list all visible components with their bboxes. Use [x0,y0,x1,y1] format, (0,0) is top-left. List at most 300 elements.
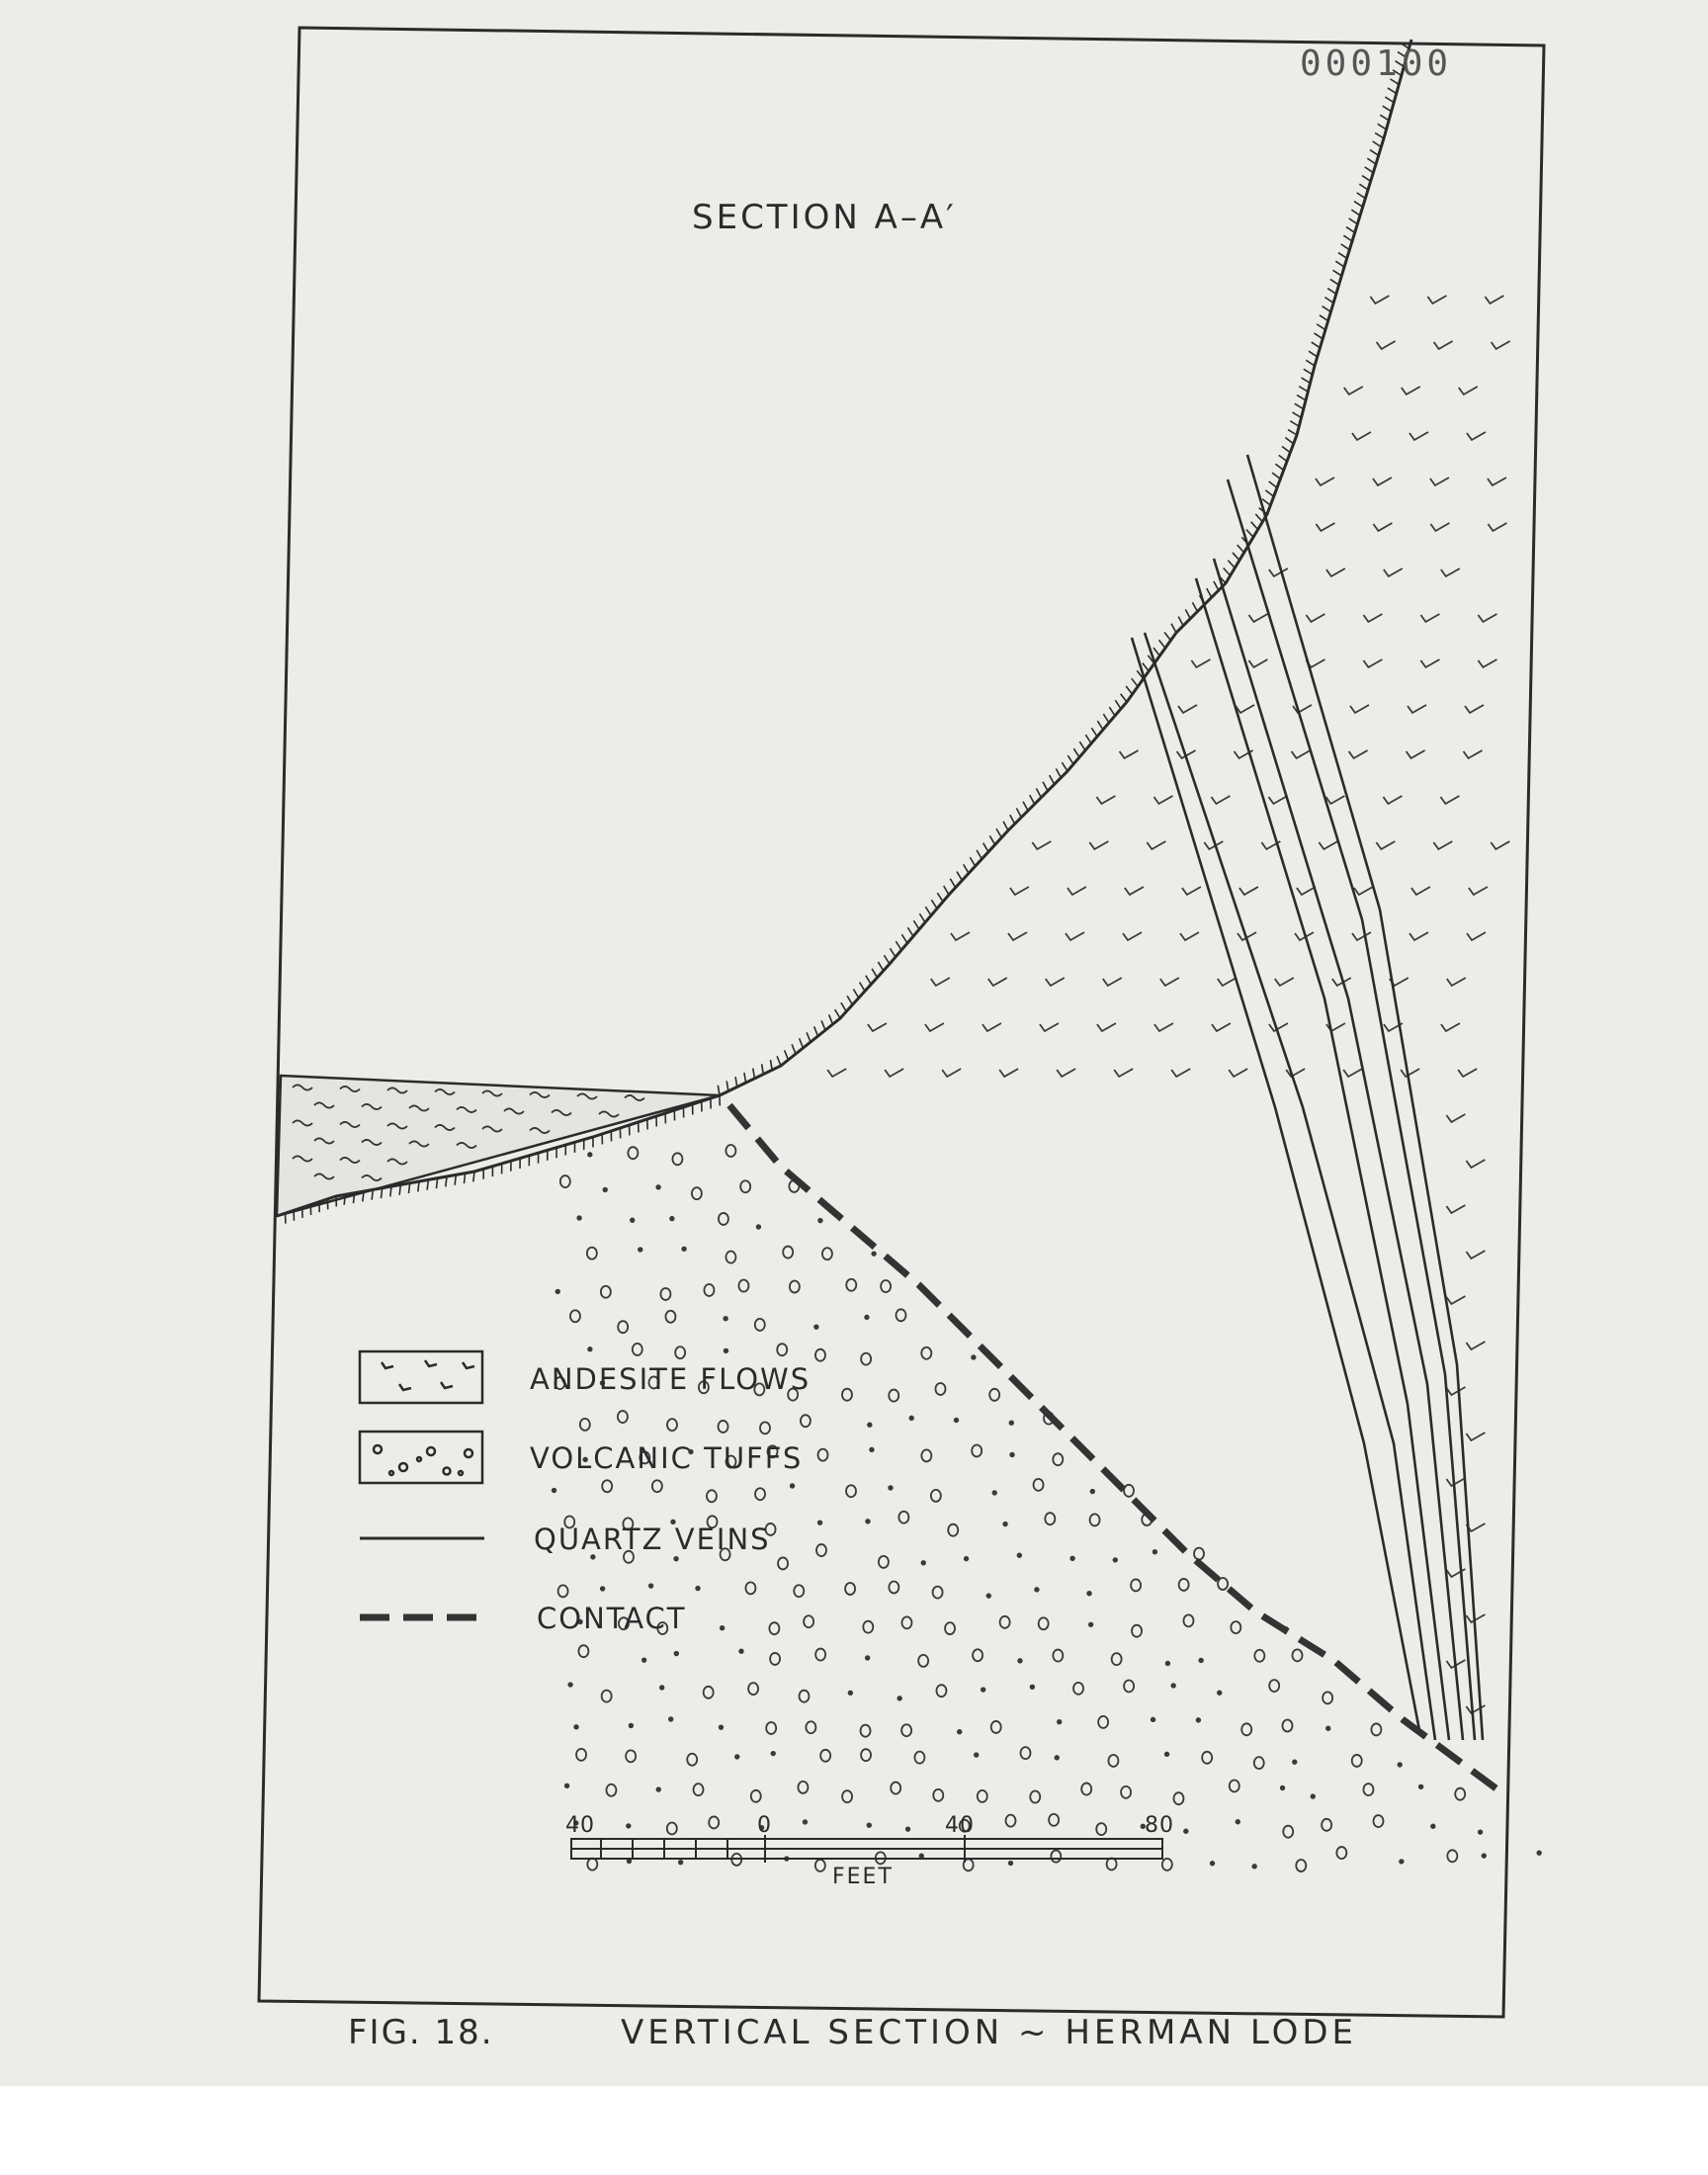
andesite-check-mark [1154,1023,1173,1031]
hatch-mark [1251,522,1258,530]
andesite-check-mark [1458,1069,1477,1077]
tuff-dot [660,1686,664,1690]
hatch-mark [1290,421,1299,426]
tuff-dot [568,1683,572,1687]
andesite-check-mark [1466,1342,1485,1349]
andesite-check-mark [1363,659,1382,667]
tuff-dot [1482,1854,1486,1858]
andesite-check-mark [1178,705,1197,713]
hatch-mark [1306,360,1315,366]
hatch-mark [1085,735,1091,743]
hatch-mark [1238,545,1244,553]
tuff-pebble [1005,1815,1015,1827]
tuff-pebble [842,1790,852,1802]
tuff-pebble [1282,1719,1292,1731]
section-title: SECTION A–A′ [692,198,957,237]
hatch-mark [1224,568,1231,576]
andesite-check-mark [1430,478,1449,485]
tuff-pebble [790,1281,800,1293]
tuff-dot [992,1491,996,1495]
tuff-dot [1010,1453,1014,1457]
andesite-check-mark [1492,341,1510,349]
hatch-mark [1153,648,1159,655]
tuff-dot [735,1755,739,1759]
tuff-pebble [1296,1860,1306,1871]
scale-unit-label: FEET [832,1865,894,1889]
andesite-check-mark [1376,841,1395,849]
andesite-check-mark [1352,932,1371,940]
andesite-check-mark [1441,1023,1460,1031]
tuff-pebble [933,1789,943,1801]
tuff-dot [1479,1830,1483,1834]
tuff-dot [721,1626,725,1630]
tuff-pebble [777,1344,787,1355]
tuff-pebble [778,1557,788,1569]
tuff-dot [909,1417,913,1421]
tuff-pebble [1269,1680,1279,1692]
andesite-check-mark [1446,1478,1465,1486]
andesite-check-mark [925,1023,944,1031]
hatch-mark [829,1014,833,1024]
hatch-mark [1121,694,1127,702]
tuff-pebble [816,1544,826,1556]
tuff-pebble [687,1754,697,1766]
tuff-dot [1055,1756,1059,1760]
hatch-mark [1030,795,1035,804]
andesite-check-mark [1409,432,1428,440]
tuff-dot [628,1860,632,1864]
tuff-pebble [1021,1747,1031,1759]
tuff-dot [649,1584,653,1588]
tuff-pebble [989,1389,999,1401]
andesite-check-mark [1383,796,1402,804]
tuff-dot [771,1752,775,1756]
hatch-mark [1279,455,1287,461]
tuff-pebble [1073,1683,1083,1695]
quartz-vein [1214,559,1463,1740]
tuff-pebble [1051,1851,1061,1863]
andesite-check-mark [1057,1069,1075,1077]
tuff-dot [849,1692,853,1696]
andesite-check-mark [1373,478,1392,485]
andesite-check-mark [1120,750,1139,758]
hatch-mark [1373,141,1382,147]
tuff-pebble [1373,1815,1383,1827]
hatch-mark [1073,748,1079,757]
figure-number: FIG. 18. [348,2013,494,2052]
tuff-pebble [1254,1650,1264,1662]
tuff-pebble [1322,1819,1331,1831]
tuff-pebble [667,1419,677,1431]
andesite-check-mark [1377,341,1396,349]
hatch-mark [983,843,988,852]
hatch-mark [1164,633,1170,641]
tuff-dot [1018,1659,1022,1663]
andesite-check-mark [1182,887,1201,895]
tuff-pebble [800,1691,810,1702]
andesite-check-mark [1420,659,1439,667]
tuff-pebble [921,1348,931,1359]
tuff-pebble [738,1280,748,1292]
tuff-pebble [845,1583,855,1595]
tuff-dot [720,1725,724,1729]
andesite-check-mark [1103,978,1122,986]
tuff-pebble [1107,1858,1117,1870]
tuff-pebble [1124,1680,1134,1692]
hatch-mark [1388,88,1397,94]
tuff-dot [1165,1753,1169,1757]
tuff-dot [1070,1557,1074,1561]
tuff-pebble [602,1691,612,1702]
tuff-dot [1018,1553,1022,1557]
tuff-dot [1197,1718,1201,1722]
tuff-pebble [1202,1752,1212,1764]
andesite-check-mark [1153,796,1172,804]
tuff-pebble [1283,1826,1293,1838]
tuff-dot [639,1248,642,1252]
hatch-mark [1309,351,1318,357]
tuff-pebble [692,1187,702,1199]
hatch-mark [1282,446,1290,452]
tuff-pebble [972,1444,982,1456]
tuff-dot [906,1827,910,1831]
tuff-dot [1537,1851,1541,1855]
tuff-pebble [861,1749,871,1761]
hatch-mark [1341,244,1350,250]
tuff-pebble [580,1419,590,1431]
tuff-pebble [1039,1617,1049,1629]
andesite-check-mark [1096,796,1115,804]
tuff-dot [986,1594,990,1598]
hatch-mark [1338,253,1347,259]
hatch-mark [841,1002,846,1011]
tuff-dot [588,1153,592,1157]
andesite-check-mark [988,978,1007,986]
hatch-mark [1109,707,1115,716]
tuff-dot [1398,1763,1402,1767]
hatch-mark [1288,430,1297,435]
andesite-check-mark [1010,887,1029,895]
andesite-check-mark [1297,887,1316,895]
tuff-dot [565,1784,569,1788]
tuff-pebble [801,1415,811,1427]
andesite-check-mark [1408,705,1426,713]
tuff-dot [631,1218,635,1222]
tuff-pebble [652,1480,662,1492]
tuff-pebble [709,1816,719,1828]
scale-bar [571,1835,1162,1863]
andesite-check-mark [1319,841,1337,849]
legend-contact-label: CONTACT [537,1602,687,1635]
tuff-pebble [1081,1784,1091,1795]
andesite-check-mark [1446,1205,1465,1213]
tuff-dot [1419,1785,1423,1789]
andesite-check-mark [942,1069,961,1077]
hatch-mark [835,1009,840,1018]
andesite-check-mark [1446,1296,1465,1304]
andesite-check-mark [1488,478,1506,485]
tuff-dot [1311,1794,1315,1798]
andesite-check-mark [1066,932,1084,940]
tuff-pebble [936,1685,946,1696]
tuff-pebble [889,1390,898,1402]
andesite-check-mark [1326,568,1345,576]
tuff-pebble [748,1683,758,1695]
hatch-mark [901,934,907,943]
tuff-dot [627,1824,631,1828]
hatch-mark [1370,150,1379,156]
tuff-dot [555,1290,559,1294]
tuff-dot [958,1730,962,1734]
andesite-check-mark [1446,1387,1465,1395]
andesite-check-mark [1488,523,1506,531]
tuff-pebble [675,1347,685,1358]
hatch-mark [1375,132,1384,138]
andesite-check-mark [1211,796,1230,804]
hatch-mark [1314,333,1323,339]
hatch-mark [1178,617,1183,626]
tuff-dot [818,1219,822,1223]
hatch-mark [1043,782,1048,791]
hatch-mark [937,893,943,902]
tuff-pebble [660,1288,670,1300]
hatch-mark [1265,490,1273,496]
hatch-mark [744,1073,746,1083]
hatch-mark [1293,412,1302,417]
tuff-pebble [1045,1513,1055,1524]
andesite-check-mark [1441,568,1460,576]
hatch-mark [1312,342,1321,348]
hatch-mark [1091,728,1097,737]
tuff-dot [577,1216,581,1220]
andesite-check-mark [1114,1069,1133,1077]
tuff-pebble [726,1252,735,1263]
tuff-pebble [1096,1823,1106,1835]
hatch-mark [785,1050,789,1060]
tuff-dot [642,1658,646,1662]
hatch-mark [853,989,858,998]
hatch-mark [1380,115,1389,121]
tuff-pebble [1241,1723,1251,1735]
hatch-mark [821,1020,825,1030]
andesite-check-mark [1316,523,1334,531]
tuff-dot [865,1316,869,1320]
hatch-mark [753,1069,755,1079]
tuff-dot [1003,1522,1007,1526]
hatch-mark [957,872,962,881]
tuff-dot [791,1484,795,1488]
hatch-mark [1036,788,1041,797]
hatch-mark [1362,176,1371,182]
tuff-pebble [948,1524,958,1536]
tuff-pebble [618,1411,628,1423]
andesite-check-mark [1407,750,1425,758]
tuff-pebble [707,1490,717,1502]
andesite-check-mark [1292,750,1311,758]
andesite-check-mark [1478,659,1496,667]
tuff-pebble [806,1721,815,1733]
tuff-pebble [587,1859,597,1870]
tuff-pebble [898,1512,908,1523]
hatch-mark [1346,227,1355,233]
tuff-pebble [815,1649,825,1661]
tuff-pebble [863,1621,873,1633]
legend-veins-label: QUARTZ VEINS [534,1522,771,1556]
tuff-pebble [1030,1791,1040,1803]
tuff-dot [1089,1622,1093,1626]
tuff-dot [1252,1865,1256,1869]
andesite-check-mark [1466,1160,1485,1168]
andesite-check-mark [1466,1433,1485,1440]
andesite-check-mark [1097,1023,1116,1031]
andesite-check-mark [1466,1251,1485,1259]
tuff-dot [1153,1550,1157,1554]
tuff-pebble [602,1480,612,1492]
tuff-pebble [1371,1723,1381,1735]
hatch-mark [964,864,969,873]
scale-tick-label: 0 [757,1813,772,1838]
hatch-mark [896,941,901,950]
tuff-pebble [745,1582,755,1594]
hatch-mark [792,1044,796,1054]
andesite-check-mark [827,1069,846,1077]
andesite-check-mark [1275,978,1294,986]
andesite-check-mark [1349,750,1368,758]
andesite-check-mark [1478,614,1496,622]
tuff-pebble [1218,1578,1228,1590]
tuff-pebble [896,1309,905,1321]
hatch-mark [1207,588,1212,597]
hatch-mark [1385,97,1394,103]
andesite-check-mark [1248,614,1267,622]
hatch-mark [907,927,913,936]
tuff-pebble [719,1421,728,1433]
tuff-pebble [1124,1485,1134,1497]
hatch-mark [1255,514,1262,522]
andesite-check-mark [1239,887,1258,895]
tuff-dot [965,1557,969,1561]
hatch-mark [1103,714,1109,723]
andesite-check-mark [1430,523,1449,531]
figure-frame [259,28,1544,2017]
hatch-mark [1378,124,1387,130]
andesite-pattern [827,296,1509,1713]
hatch-mark [1323,306,1331,312]
tuff-pebble [1455,1788,1465,1800]
tuff-dot [897,1696,901,1700]
tuff-dot [1166,1662,1170,1666]
andesite-check-mark [885,1069,903,1077]
tuff-pebble [770,1653,780,1665]
tuff-pebble [1230,1780,1239,1791]
tuff-pebble [704,1687,714,1698]
hatch-mark [1246,530,1253,538]
tuff-pebble [804,1615,813,1627]
andesite-check-mark [1046,978,1065,986]
tuff-pebble [931,1490,941,1502]
tuff-pebble [1131,1579,1141,1591]
hatch-mark [1272,473,1280,478]
andesite-check-mark [1402,387,1420,394]
tuff-pebble [755,1319,765,1331]
hatch-mark [1351,210,1360,216]
hatch-mark [1297,395,1306,400]
andesite-check-mark [1465,705,1484,713]
tuff-pebble [628,1147,638,1159]
tuff-pebble [1108,1755,1118,1767]
andesite-check-mark [951,932,970,940]
tuff-dot [1431,1824,1435,1828]
hatch-mark [1132,678,1138,686]
andesite-check-mark [1269,1023,1288,1031]
tuff-pebble [618,1321,628,1333]
tuff-pebble [783,1247,793,1259]
andesite-check-mark [1384,568,1403,576]
andesite-check-mark [1352,432,1371,440]
tuff-pebble [1352,1755,1362,1767]
tuff-dot [955,1419,959,1423]
tuff-pebble [1098,1716,1108,1728]
hatch-mark [1079,741,1085,750]
tuff-pebble [1179,1579,1189,1591]
tuff-pebble [751,1790,761,1802]
quartz-vein [1132,638,1419,1730]
tuff-pebble [1053,1650,1063,1662]
tuff-dot [1031,1686,1035,1690]
hatch-mark [726,1081,728,1090]
tuff-pebble [921,1449,931,1461]
tuff-pebble [1090,1514,1100,1525]
hatch-mark [1185,610,1190,619]
legend-andesite-swatch [360,1351,482,1403]
tuff-pebble [978,1790,987,1802]
tuff-dot [870,1448,874,1452]
andesite-check-mark [1467,432,1486,440]
hatch-mark [1335,261,1344,267]
scale-tick-label: 40 [945,1813,975,1838]
hatch-mark [1343,235,1352,241]
andesite-check-mark [1485,296,1503,304]
tuff-pebble [1000,1616,1010,1628]
hatch-mark [1295,403,1304,408]
andesite-check-mark [868,1023,887,1031]
tuff-dot [696,1587,700,1591]
tuff-dot [1293,1760,1297,1764]
tuff-pebble [1132,1625,1142,1637]
tuff-pebble [846,1279,856,1291]
tuff-dot [674,1557,678,1561]
tuff-dot [724,1317,727,1321]
tuff-pebble [815,1860,825,1871]
tuff-pebble [1231,1621,1240,1633]
tuff-dot [866,1520,870,1523]
tuff-dot [1058,1720,1062,1724]
tuff-pebble [665,1311,675,1323]
tuff-pebble [766,1722,776,1734]
andesite-check-mark [1212,1023,1231,1031]
tuff-pebble [991,1721,1001,1733]
andesite-check-mark [1411,887,1430,895]
tuff-dot [889,1486,893,1490]
andesite-check-mark [1434,341,1453,349]
tuff-dot [1091,1490,1095,1494]
tuff-pebble [881,1280,891,1292]
tuff-pebble [889,1582,898,1594]
hatch-mark [1143,663,1149,671]
tuff-pebble [672,1153,682,1165]
hatch-mark [762,1064,764,1074]
tuff-dot [818,1521,822,1524]
